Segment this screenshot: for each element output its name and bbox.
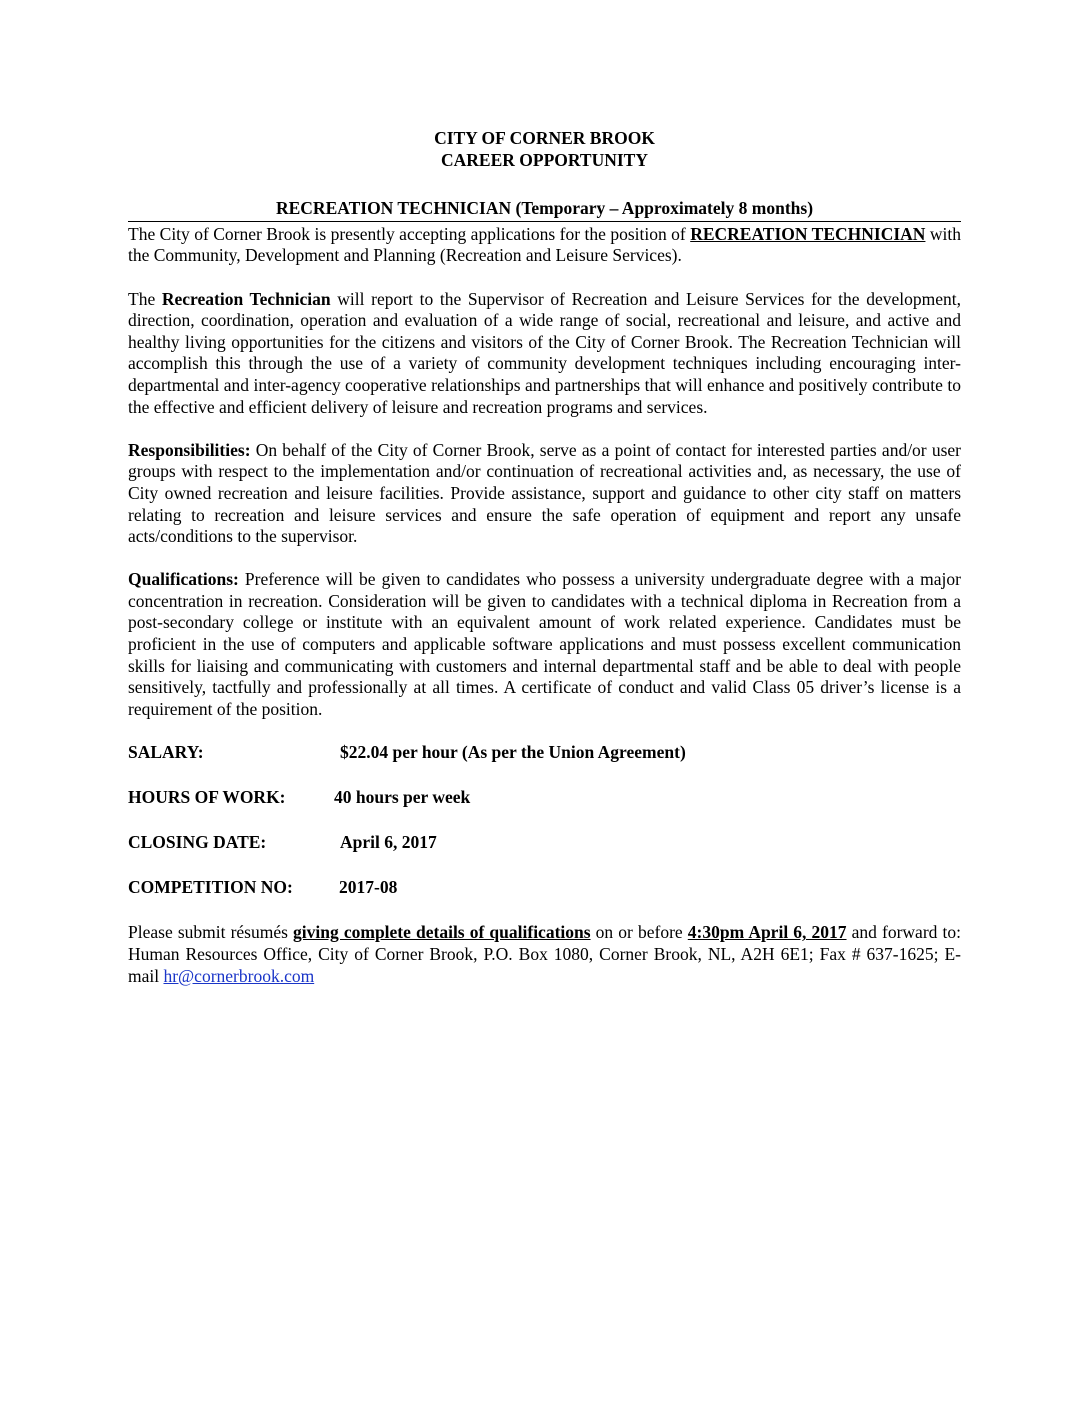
submission-paragraph xyxy=(128,922,961,987)
job-title: RECREATION TECHNICIAN (Temporary – Approximately 8 months) xyxy=(128,198,961,222)
closing-row xyxy=(128,832,961,854)
header-city: CITY OF CORNER BROOK xyxy=(434,128,655,148)
submission-emphasis: giving complete details of qualifications xyxy=(293,922,591,943)
intro-position: RECREATION TECHNICIAN xyxy=(690,223,926,244)
hours-value: 40 hours per week xyxy=(334,787,471,808)
role-paragraph xyxy=(128,289,961,419)
submission-deadline: 4:30pm April 6, 2017 xyxy=(687,922,847,943)
qualifications-text: Preference will be given to candidates who possess a university undergraduate degree with a major concentration in recreation. Consideration will be given to candidates with a technical diploma in Recreation from a post-secondary college or institute with an equivalent amount of work related experience. Candidates must be proficient in the use of computers and applicable software applications and must possess excellent communication skills for liaising and communicating with customers and internal departmental staff and be able to deal with people sensitively, tactfully and professionally at all times. A certificate of conduct and valid Class 05 driver’s license is a requirement of the position. xyxy=(128,569,961,719)
document-body xyxy=(128,128,961,987)
salary-label: SALARY: xyxy=(128,742,204,763)
salary-value: $22.04 per hour (As per the Union Agreement) xyxy=(340,742,686,763)
role-text-1: The xyxy=(128,288,162,309)
closing-label: CLOSING DATE: xyxy=(128,832,267,853)
submission-text-1: Please submit résumés xyxy=(128,922,294,943)
closing-value: April 6, 2017 xyxy=(340,832,437,853)
intro-text-1: The City of Corner Brook is presently accepting applications for the position of xyxy=(128,223,691,244)
qualifications-paragraph xyxy=(128,569,961,720)
responsibilities-label: Responsibilities: xyxy=(128,439,251,460)
role-text-2: will report to the Supervisor of Recreation and Leisure Services for the development, direction, coordination, operation and evaluation of a wide range of social, recreational and leisure, and active and healthy living opportunities for the citizens and visitors of the City of Corner Brook. The Recreation Technician will accomplish this through the use of a variety of community development techniques including encouraging inter-departmental and inter-agency cooperative relationships and partnerships that will enhance and positively contribute to the effective and efficient delivery of leisure and recreation programs and services. xyxy=(128,288,961,417)
submission-text-2: on or before xyxy=(590,922,688,943)
intro-text-2: with the Community, Development and Planning (Recreation and Leisure Services). xyxy=(128,223,961,266)
job-details xyxy=(128,742,961,899)
competition-label: COMPETITION NO: xyxy=(128,877,293,898)
salary-row xyxy=(128,742,961,764)
qualifications-label: Qualifications: xyxy=(128,569,239,590)
intro-paragraph xyxy=(128,224,961,267)
email-link[interactable]: hr@cornerbrook.com xyxy=(163,965,315,986)
competition-value: 2017-08 xyxy=(339,877,398,898)
role-bold: Recreation Technician xyxy=(161,288,331,309)
responsibilities-text: On behalf of the City of Corner Brook, serve as a point of contact for interested parties and/or user groups with respect to the implementation and/or continuation of recreational activities and, as necessary, the use of City owned recreation and leisure facilities. Provide assistance, support and guidance to other city staff on matters relating to recreation and leisure services and ensure the safe operation of equipment and report any unsafe acts/conditions to the supervisor. xyxy=(128,439,961,547)
header-career: CAREER OPPORTUNITY xyxy=(441,149,648,170)
competition-row xyxy=(128,877,961,899)
submission-text-3: and forward to: Human Resources Office, City of Corner Brook, P.O. Box 1080, Corner Brook, NL, A2H 6E1; Fax # 637-1625; E-mail xyxy=(128,922,961,986)
hours-row xyxy=(128,787,961,809)
responsibilities-paragraph xyxy=(128,440,961,548)
hours-label: HOURS OF WORK: xyxy=(128,787,286,808)
